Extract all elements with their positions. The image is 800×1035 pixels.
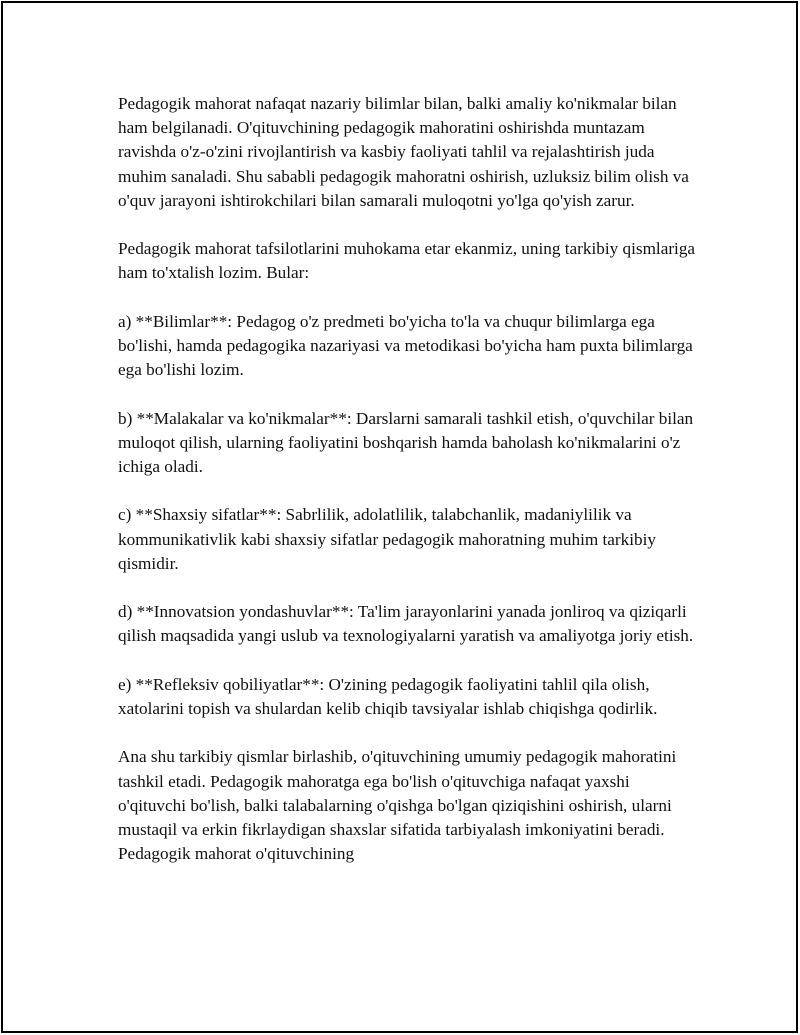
paragraph-item-c: c) **Shaxsiy sifatlar**: Sabrlilik, adolatlilik, talabchanlik, madaniylilik va kommunikativlik kabi shaxsiy sifatlar pedagogik mahoratning muhim tarkibiy qismidir. <box>118 505 656 573</box>
paragraph-item-d: d) **Innovatsion yondashuvlar**: Ta'lim jarayonlarini yanada jonliroq va qiziqarli qilish maqsadida yangi uslub va texnologiyalarni yaratish va amaliyotga joriy etish. <box>118 602 694 646</box>
paragraph-item-a: a) **Bilimlar**: Pedagog o'z predmeti bo'yicha to'la va chuqur bilimlarga ega bo'lishi, hamda pedagogika nazariyasi va metodikasi bo'yicha ham puxta bilimlarga ega bo'lishi lozim. <box>118 311 693 380</box>
paragraph-item-b: b) **Malakalar va ko'nikmalar**: Darslarni samarali tashkil etish, o'quvchilar bilan muloqot qilish, ularning faoliyatini boshqarish hamda baholash ko'nikmalarini o'z ichiga oladi. <box>118 408 694 476</box>
paragraph-item-e: e) **Refleksiv qobiliyatlar**: O'zining pedagogik faoliyatini tahlil qila olish, xatolarini topish va shulardan kelib chiqib tavsiyalar ishlab chiqishga qodirlik. <box>118 674 658 718</box>
paragraph-intro: Pedagogik mahorat nafaqat nazariy bilimlar bilan, balki amaliy ko'nikmalar bilan ham belgilanadi. O'qituvchining pedagogik mahoratini oshirishda muntazam ravishda o'z-o'zini rivojlantirish va kasbiy faoliyati tahlil va rejalashtirish juda muhim sanaladi. Shu sababli pedagogik mahoratni oshirish, uzluksiz bilim olish va o'quv jarayoni ishtirokchilari bilan samarali muloqotni yo'lga qo'yish zarur. <box>118 94 689 210</box>
document-body <box>118 92 698 866</box>
paragraph-conclusion: Ana shu tarkibiy qismlar birlashib, o'qituvchining umumiy pedagogik mahoratini tashkil etadi. Pedagogik mahoratga ega bo'lish o'qituvchiga nafaqat yaxshi o'qituvchi bo'lish, balki talabalarning o'qishga bo'lgan qiziqishini oshirish, ularni mustaqil va erkin fikrlaydigan shaxslar sifatida tarbiyalash imkoniyatini beradi. Pedagogik mahorat o'qituvchining <box>118 747 677 864</box>
paragraph-components-intro: Pedagogik mahorat tafsilotlarini muhokama etar ekanmiz, uning tarkibiy qismlariga ham to'xtalish lozim. Bular: <box>118 239 696 283</box>
